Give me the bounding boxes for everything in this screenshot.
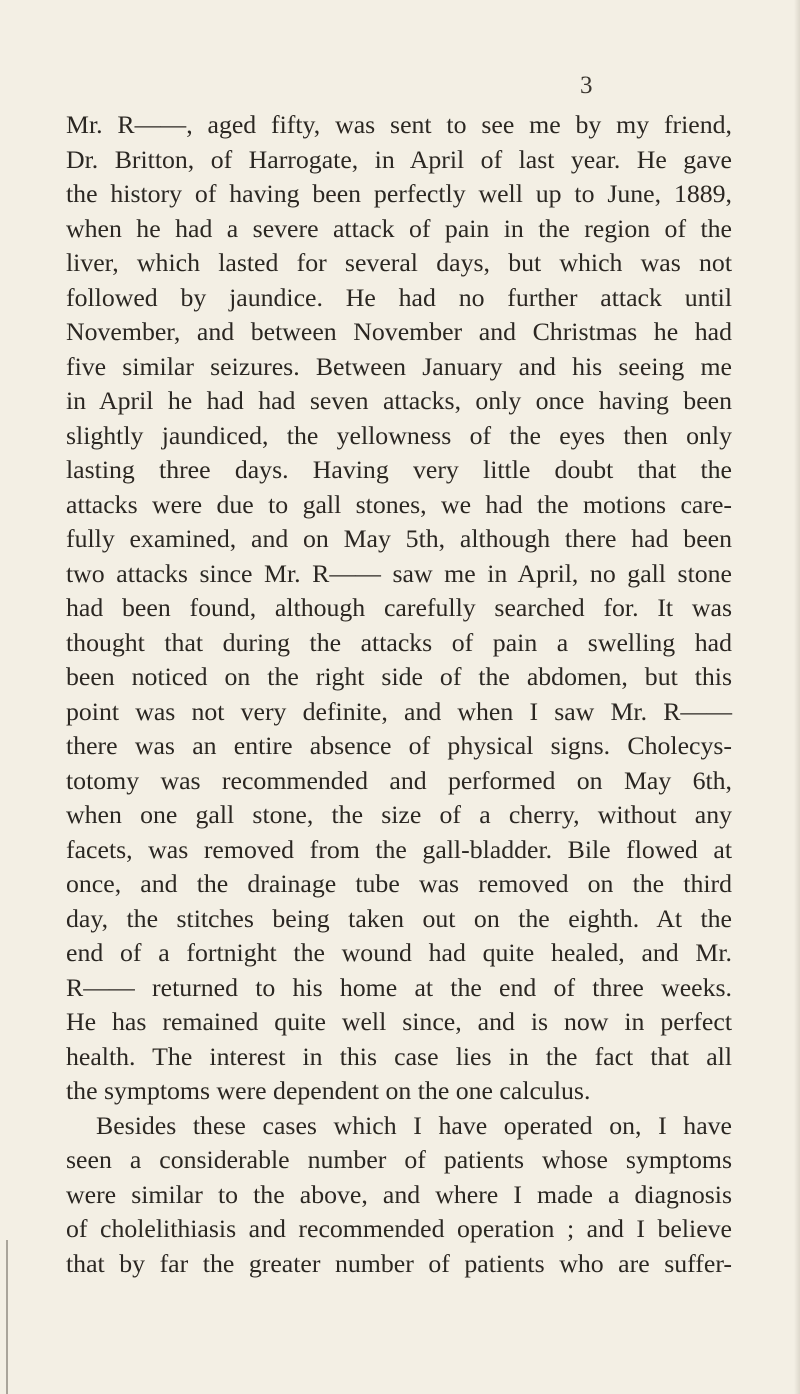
text-line: were similar to the above, and where I made a diagnosis [66, 1179, 732, 1209]
text-line: fully examined, and on May 5th, although there had been [66, 524, 732, 553]
text-line: that by far the greater number of patients who are suffer- [66, 1248, 732, 1278]
paragraph-1 [66, 108, 732, 1109]
text-line: been noticed on the right side of the abdomen, but this [66, 662, 732, 691]
text-line: Besides these cases which I have operated on, I have [96, 1110, 732, 1140]
text-line: seen a considerable number of patients whose symptoms [66, 1145, 732, 1174]
text-line: He has remained quite well since, and is now in perfect [66, 1007, 732, 1036]
paragraph-2 [66, 1109, 732, 1282]
text-line: in April he had had seven attacks, only once having been [66, 386, 732, 415]
text-line: point was not very definite, and when I saw Mr. R—— [66, 696, 732, 726]
margin-rule [6, 1240, 8, 1394]
text-line: there was an entire absence of physical signs. Cholecys- [66, 731, 732, 760]
text-line: liver, which lasted for several days, but which was not [66, 248, 732, 277]
text-line: the symptoms were dependent on the one calculus. [66, 1076, 591, 1105]
text-line: two attacks since Mr. R—— saw me in April, no gall stone [66, 558, 732, 588]
text-line: totomy was recommended and performed on May 6th, [66, 765, 732, 795]
text-line: once, and the drainage tube was removed on the third [66, 869, 732, 898]
text-line: when one gall stone, the size of a cherry, without any [66, 800, 732, 829]
text-line: Mr. R——, aged fifty, was sent to see me by my friend, [66, 110, 732, 139]
page-edge-shadow [794, 0, 800, 1394]
body-text [66, 108, 732, 1281]
text-line: Dr. Britton, of Harrogate, in April of last year. He gave [66, 144, 732, 174]
page-number: 3 [580, 72, 593, 99]
text-line: health. The interest in this case lies in the fact that all [66, 1041, 732, 1071]
text-line: November, and between November and Christmas he had [66, 317, 732, 346]
text-line: facets, was removed from the gall-bladder. Bile flowed at [66, 834, 732, 864]
text-line: of cholelithiasis and recommended operation ; and I believe [66, 1214, 732, 1243]
text-line: day, the stitches being taken out on the eighth. At the [66, 903, 732, 933]
text-line: lasting three days. Having very little doubt that the [66, 455, 732, 484]
text-line: five similar seizures. Between January and his seeing me [66, 351, 732, 381]
text-line: end of a fortnight the wound had quite healed, and Mr. [66, 938, 732, 967]
text-line: attacks were due to gall stones, we had the motions care- [66, 489, 732, 519]
text-line: followed by jaundice. He had no further attack until [66, 282, 732, 312]
text-line: the history of having been perfectly well up to June, 1889, [66, 179, 732, 208]
text-line: when he had a severe attack of pain in the region of the [66, 213, 732, 243]
text-line: slightly jaundiced, the yellowness of the eyes then only [66, 420, 732, 450]
text-line: thought that during the attacks of pain a swelling had [66, 627, 732, 657]
text-line: had been found, although carefully searched for. It was [66, 593, 732, 622]
text-line: R—— returned to his home at the end of three weeks. [66, 972, 732, 1002]
